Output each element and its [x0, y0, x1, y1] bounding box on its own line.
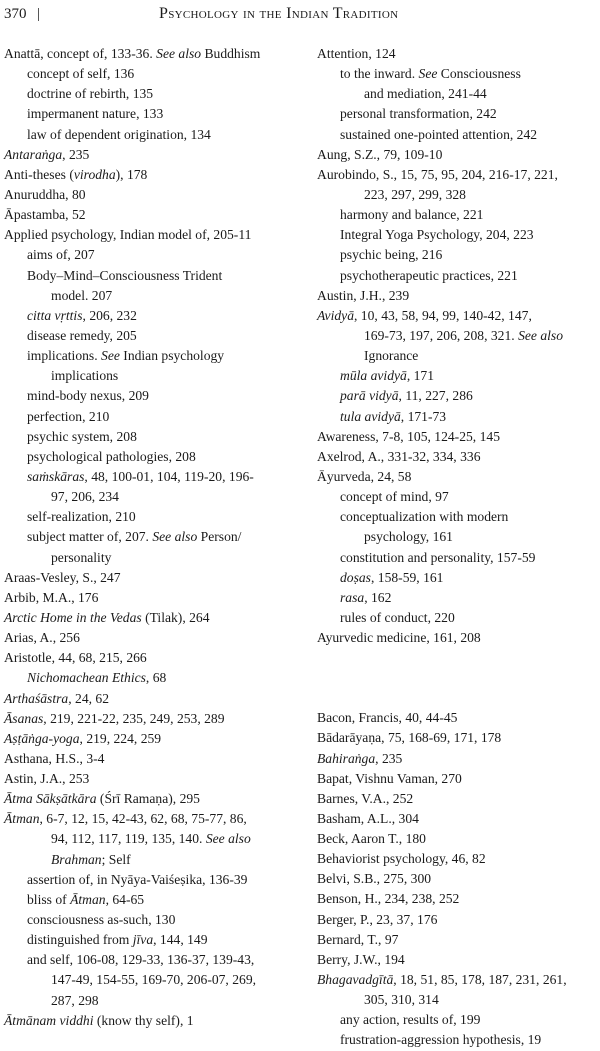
- index-entry: [4, 991, 304, 1011]
- index-entry-text: , 64-65: [105, 891, 145, 907]
- index-entry-text: frustration-aggression hypothesis, 19: [340, 1032, 542, 1048]
- index-entry: [317, 628, 598, 648]
- index-entry-text: assertion of, in Nyāya-Vaiśeṣika, 136-39: [27, 871, 248, 887]
- index-entry-italic: mūla avidyā: [340, 368, 407, 384]
- index-entry-text: Bādarāyaṇa, 75, 168-69, 171, 178: [317, 730, 502, 746]
- index-entry: [4, 548, 304, 568]
- index-entry: [4, 729, 304, 749]
- index-entry-text: personality: [51, 549, 112, 565]
- index-entry: [317, 125, 598, 145]
- running-header: [4, 3, 594, 25]
- index-entry-italic: jīva: [132, 932, 154, 948]
- index-entry: [317, 346, 598, 366]
- index-entry-text: , 48, 100-01, 104, 119-20, 196-: [84, 468, 254, 484]
- index-entry: [317, 749, 598, 769]
- index-column-right: [317, 44, 598, 1051]
- index-entry: [317, 84, 598, 104]
- index-entry: [4, 386, 304, 406]
- index-entry: [317, 225, 598, 245]
- index-entry-text: , 206, 232: [82, 307, 137, 323]
- index-entry-text: subject matter of, 207.: [27, 529, 153, 545]
- index-entry-text: psychological pathologies, 208: [27, 448, 196, 464]
- index-entry-text: , 10, 43, 58, 94, 99, 140-42, 147,: [354, 307, 532, 323]
- index-entry: [4, 427, 304, 447]
- index-entry: [4, 84, 304, 104]
- index-entry: [4, 104, 304, 124]
- index-entry-text: Benson, H., 234, 238, 252: [317, 891, 460, 907]
- index-entry-text: psychotherapeutic practices, 221: [340, 267, 518, 283]
- index-entry-italic: tula avidyā: [340, 408, 401, 424]
- index-entry-text: , 18, 51, 85, 178, 187, 231, 261,: [393, 972, 567, 988]
- index-entry: [317, 386, 598, 406]
- index-entry: [317, 930, 598, 950]
- index-entry-text: Aristotle, 44, 68, 215, 266: [4, 650, 147, 666]
- index-entry-text: Berry, J.W., 194: [317, 951, 405, 967]
- index-entry: [317, 366, 598, 386]
- index-entry: [317, 64, 598, 84]
- index-entry-text: implications.: [27, 348, 102, 364]
- index-entry-text: 287, 298: [51, 992, 99, 1008]
- index-entry-text: consciousness as-such, 130: [27, 912, 176, 928]
- index-entry-text: distinguished from: [27, 932, 133, 948]
- index-entry: [317, 1010, 598, 1030]
- index-entry-italic: doṣas: [340, 569, 371, 585]
- index-entry: [317, 245, 598, 265]
- index-entry: [317, 769, 598, 789]
- index-entry: [4, 205, 304, 225]
- index-entry-italic: Avidyā: [317, 307, 354, 323]
- index-entry-text: Aurobindo, S., 15, 75, 95, 204, 216-17, 221,: [317, 166, 558, 182]
- index-entry-text: , 158-59, 161: [370, 569, 444, 585]
- index-entry-text: Body–Mind–Consciousness Trident: [27, 267, 223, 283]
- index-entry-text: aims of, 207: [27, 247, 95, 263]
- index-entry-text: 169-73, 197, 206, 208, 321.: [364, 327, 519, 343]
- index-entry: [317, 568, 598, 588]
- index-entry: [317, 326, 598, 346]
- index-entry-text: bliss of: [27, 891, 71, 907]
- index-entry-text: 305, 310, 314: [364, 992, 439, 1008]
- index-entry-italic: Arthaśāstra: [4, 690, 69, 706]
- index-entry-text: 147-49, 154-55, 169-70, 206-07, 269,: [51, 972, 257, 988]
- index-entry: [4, 709, 304, 729]
- index-entry: [317, 990, 598, 1010]
- index-entry: [317, 487, 598, 507]
- index-entry: [4, 165, 304, 185]
- index-group-b: [317, 708, 598, 1050]
- index-entry-text: Araas-Vesley, S., 247: [4, 569, 121, 585]
- index-entry-text: Āpastamba, 52: [4, 207, 86, 223]
- index-entry: [317, 145, 598, 165]
- index-entry: [4, 870, 304, 890]
- index-entry-text: concept of self, 136: [27, 66, 135, 82]
- index-entry-text: mind-body nexus, 209: [27, 388, 149, 404]
- index-entry: [4, 527, 304, 547]
- index-entry-text: any action, results of, 199: [340, 1012, 481, 1028]
- index-entry-text: constitution and personality, 157-59: [340, 549, 536, 565]
- index-entry: [4, 648, 304, 668]
- index-entry-text: , 219, 224, 259: [79, 730, 162, 746]
- index-entry: [317, 608, 598, 628]
- index-entry-text: Anti-theses (: [4, 166, 74, 182]
- index-entry-italic: Ātman: [70, 891, 106, 907]
- index-entry-text: Anattā, concept of, 133-36.: [4, 46, 157, 61]
- index-entry: [317, 829, 598, 849]
- index-entry: [317, 44, 598, 64]
- index-entry: [4, 125, 304, 145]
- index-entry: [4, 64, 304, 84]
- index-entry: [4, 628, 304, 648]
- index-entry-text: Berger, P., 23, 37, 176: [317, 911, 438, 927]
- index-entry: [317, 507, 598, 527]
- index-entry: [317, 728, 598, 748]
- index-entry-italic: See also: [156, 46, 202, 61]
- index-entry: [4, 749, 304, 769]
- index-entry: [317, 970, 598, 990]
- index-entry: [317, 286, 598, 306]
- index-entry-italic: Ātman: [4, 811, 40, 827]
- index-entry-text: Applied psychology, Indian model of, 205-11: [4, 227, 252, 243]
- index-entry-italic: citta vṛttis: [27, 307, 83, 323]
- index-entry: [317, 427, 598, 447]
- index-entry: [317, 266, 598, 286]
- index-entry: [4, 185, 304, 205]
- index-entry-text: , 171: [406, 368, 435, 384]
- index-entry-text: psychic being, 216: [340, 247, 443, 263]
- index-entry: [4, 568, 304, 588]
- index-entry: [4, 245, 304, 265]
- index-entry-text: and mediation, 241-44: [364, 86, 487, 102]
- index-entry-text: Barnes, V.A., 252: [317, 790, 414, 806]
- index-entry: [4, 930, 304, 950]
- index-entry-text: Beck, Aaron T., 180: [317, 831, 426, 847]
- index-entry: [4, 407, 304, 427]
- index-entry-italic: See also: [152, 529, 198, 545]
- index-entry: [317, 306, 598, 326]
- index-entry-text: Buddhism: [201, 46, 261, 61]
- index-entry-text: model. 207: [51, 287, 113, 303]
- index-entry: [317, 950, 598, 970]
- index-entry: [4, 910, 304, 930]
- index-entry-italic: Āsanas: [4, 710, 44, 726]
- index-entry: [4, 306, 304, 326]
- index-entry: [4, 326, 304, 346]
- index-entry-text: 94, 112, 117, 119, 135, 140.: [51, 831, 206, 847]
- index-entry-italic: Bhagavadgītā: [317, 972, 394, 988]
- index-entry-italic: Arctic Home in the Vedas: [4, 609, 142, 625]
- index-entry-text: Axelrod, A., 331-32, 334, 336: [317, 448, 481, 464]
- index-entry: [4, 225, 304, 245]
- index-entry-italic: See: [418, 66, 438, 82]
- page-number: 370: [4, 6, 27, 22]
- index-entry-text: Basham, A.L., 304: [317, 810, 419, 826]
- index-entry: [4, 507, 304, 527]
- index-entry-text: , 235: [375, 750, 403, 766]
- index-entry: [4, 467, 304, 487]
- index-group-a: [317, 44, 598, 648]
- index-entry-text: personal transformation, 242: [340, 106, 497, 122]
- index-entry: [4, 487, 304, 507]
- running-title: Psychology in the Indian Tradition: [159, 5, 399, 22]
- index-entry-text: Anuruddha, 80: [4, 186, 86, 202]
- index-entry: [317, 1030, 598, 1050]
- index-entry-italic: Aṣṭāṅga-yoga: [4, 730, 80, 746]
- index-entry-text: perfection, 210: [27, 408, 110, 424]
- index-entry: [317, 910, 598, 930]
- index-column-left: [4, 44, 304, 1031]
- index-entry: [317, 869, 598, 889]
- index-entry: [317, 809, 598, 829]
- index-entry-text: Arbib, M.A., 176: [4, 589, 99, 605]
- index-entry-italic: saṁskāras: [27, 468, 85, 484]
- index-entry-text: psychology, 161: [364, 529, 453, 545]
- index-entry-text: (Tilak), 264: [141, 609, 210, 625]
- index-entry-text: Arias, A., 256: [4, 630, 80, 646]
- index-entry-text: , 171-73: [400, 408, 447, 424]
- index-entry: [317, 889, 598, 909]
- index-entry-text: Bernard, T., 97: [317, 931, 399, 947]
- index-entry: [4, 286, 304, 306]
- index-entry: [317, 165, 598, 185]
- index-entry-text: Bacon, Francis, 40, 44-45: [317, 710, 458, 726]
- index-entry-italic: Brahman: [51, 851, 102, 867]
- index-entry-text: Āyurveda, 24, 58: [317, 468, 412, 484]
- index-entry-italic: Ātmānam viddhi: [4, 1012, 94, 1028]
- index-entry-text: (know thy self), 1: [93, 1012, 194, 1028]
- index-entry: [317, 467, 598, 487]
- index-entry-text: Attention, 124: [317, 46, 396, 61]
- index-entry: [317, 205, 598, 225]
- index-entry: [4, 890, 304, 910]
- index-entry-text: Person/: [197, 529, 242, 545]
- index-entry-text: impermanent nature, 133: [27, 106, 164, 122]
- index-entry-italic: Nichomachean Ethics: [27, 670, 146, 686]
- index-entry-text: doctrine of rebirth, 135: [27, 86, 154, 102]
- index-entry: [317, 708, 598, 728]
- index-entry-text: Integral Yoga Psychology, 204, 223: [340, 227, 534, 243]
- index-entry: [317, 849, 598, 869]
- index-entry-text: ), 178: [115, 166, 148, 182]
- index-entry-text: implications: [51, 368, 119, 384]
- index-entry-text: Aung, S.Z., 79, 109-10: [317, 146, 443, 162]
- index-entry-text: Bapat, Vishnu Vaman, 270: [317, 770, 462, 786]
- index-entry-text: Austin, J.H., 239: [317, 287, 410, 303]
- index-entry: [317, 548, 598, 568]
- index-entry-text: concept of mind, 97: [340, 489, 449, 505]
- index-entry-text: , 219, 221-22, 235, 249, 253, 289: [43, 710, 225, 726]
- index-entry: [4, 44, 304, 64]
- index-entry-italic: Ātma Sākṣātkāra: [4, 791, 97, 807]
- index-entry: [4, 850, 304, 870]
- index-entry: [4, 145, 304, 165]
- index-entry-text: , 6-7, 12, 15, 42-43, 62, 68, 75-77, 86,: [39, 811, 247, 827]
- index-entry: [4, 447, 304, 467]
- index-entry-text: disease remedy, 205: [27, 327, 137, 343]
- index-entry-text: Asthana, H.S., 3-4: [4, 750, 105, 766]
- index-entry: [317, 185, 598, 205]
- index-entry-text: Behaviorist psychology, 46, 82: [317, 851, 486, 867]
- index-entry-text: sustained one-pointed attention, 242: [340, 126, 538, 142]
- index-entry-text: Consciousness: [437, 66, 521, 82]
- index-entry: [4, 789, 304, 809]
- index-entry-italic: Antaraṅga: [4, 146, 63, 162]
- index-entry: [4, 266, 304, 286]
- index-entry: [317, 104, 598, 124]
- index-entry-text: Ayurvedic medicine, 161, 208: [317, 630, 481, 646]
- index-entry-text: rules of conduct, 220: [340, 609, 455, 625]
- index-entry-text: to the inward.: [340, 66, 419, 82]
- index-entry-text: conceptualization with modern: [340, 509, 509, 525]
- index-entry: [4, 668, 304, 688]
- index-entry: [4, 970, 304, 990]
- index-entry-italic: virodha: [73, 166, 116, 182]
- header-separator: |: [37, 6, 41, 22]
- index-entry-text: , 68: [145, 670, 167, 686]
- index-entry: [4, 608, 304, 628]
- index-entry-text: Ignorance: [364, 348, 419, 364]
- index-entry-text: harmony and balance, 221: [340, 207, 484, 223]
- index-entry-text: self-realization, 210: [27, 509, 136, 525]
- index-entry: [4, 829, 304, 849]
- index-entry-italic: See: [101, 348, 120, 364]
- index-entry: [317, 527, 598, 547]
- index-entry: [317, 789, 598, 809]
- letter-group-gap: [317, 648, 598, 708]
- index-entry-italic: rasa: [340, 589, 365, 605]
- index-entry-text: , 24, 62: [68, 690, 109, 706]
- index-entry-italic: Bahiraṅga: [317, 750, 376, 766]
- index-entry-text: 223, 297, 299, 328: [364, 186, 466, 202]
- index-entry: [317, 447, 598, 467]
- index-entry: [4, 346, 304, 366]
- index-entry-italic: See also: [518, 327, 563, 343]
- index-entry: [4, 950, 304, 970]
- index-entry: [4, 809, 304, 829]
- index-entry-text: Belvi, S.B., 275, 300: [317, 871, 432, 887]
- index-entry-text: 97, 206, 234: [51, 489, 119, 505]
- index-entry: [4, 588, 304, 608]
- index-entry-text: psychic system, 208: [27, 428, 137, 444]
- index-entry-italic: parā vidyā: [340, 388, 399, 404]
- index-entry: [4, 769, 304, 789]
- index-entry: [317, 407, 598, 427]
- index-entry-text: (Śrī Ramaṇa), 295: [96, 791, 200, 807]
- index-entry-italic: See also: [205, 831, 251, 847]
- index-entry-text: , 11, 227, 286: [398, 388, 473, 404]
- index-entry-text: law of dependent origination, 134: [27, 126, 211, 142]
- index-entry-text: Astin, J.A., 253: [4, 771, 90, 787]
- index-entry: [317, 588, 598, 608]
- index-entry: [4, 366, 304, 386]
- index-entry-text: Indian psychology: [119, 348, 225, 364]
- index-entry: [4, 689, 304, 709]
- index-entry-text: , 235: [62, 146, 90, 162]
- index-entry-text: and self, 106-08, 129-33, 136-37, 139-43,: [27, 952, 255, 968]
- index-entry-text: , 144, 149: [153, 932, 208, 948]
- index-entry-text: ; Self: [101, 851, 131, 867]
- index-entry-text: , 162: [364, 589, 392, 605]
- index-entry-text: Awareness, 7-8, 105, 124-25, 145: [317, 428, 500, 444]
